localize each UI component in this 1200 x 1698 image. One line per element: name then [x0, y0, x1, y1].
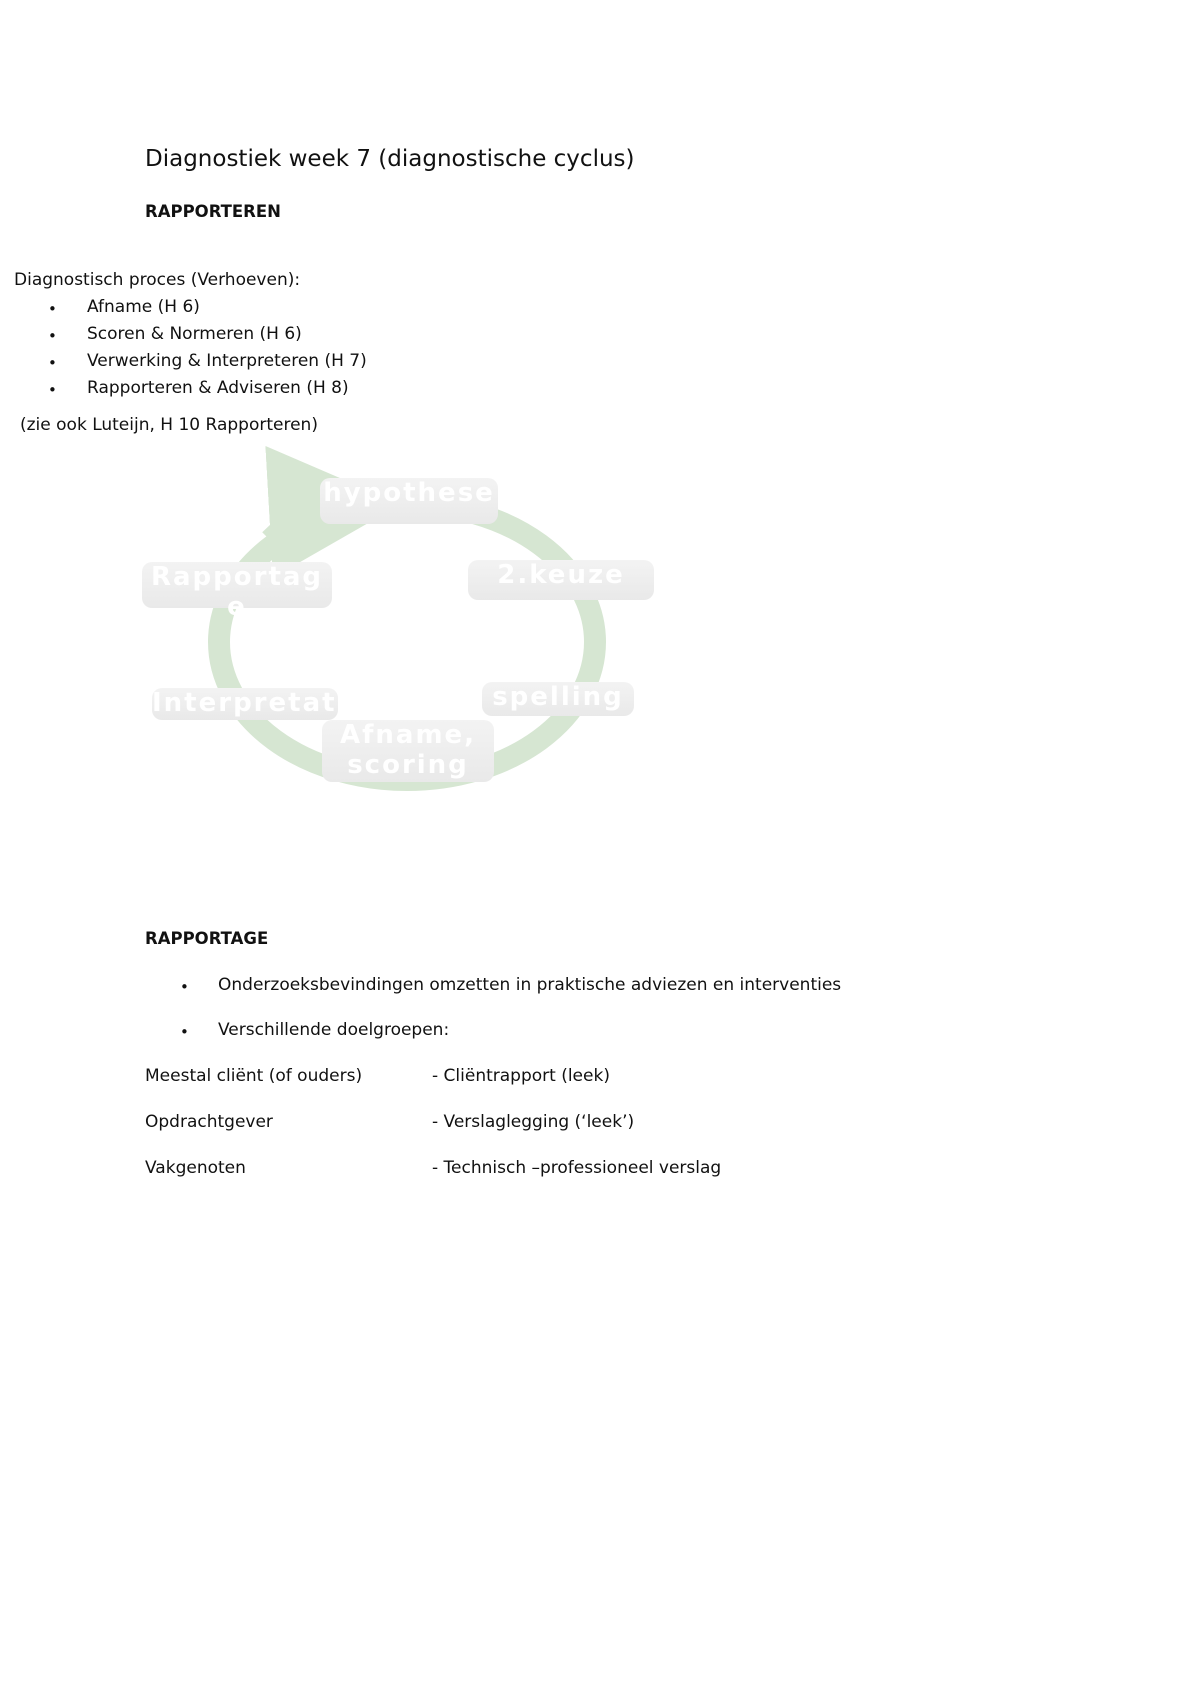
list-item: Verwerking & Interpreteren (H 7) [87, 351, 367, 371]
process-intro: Diagnostisch proces (Verhoeven): [14, 270, 301, 290]
audience-report-type: - Verslaglegging (‘leek’) [432, 1112, 635, 1132]
list-item: Verschillende doelgroepen: [218, 1020, 450, 1040]
cycle-node-afname-scoring: Afname, scoring [322, 720, 494, 782]
cycle-node-hypothese: hypothese [320, 478, 498, 524]
bullet-icon: • [48, 354, 57, 372]
cycle-node-keuze: 2.keuze [468, 560, 654, 600]
bullet-icon: • [180, 978, 189, 996]
audience-who: Meestal cliënt (of ouders) [145, 1066, 363, 1086]
section-heading-rapporteren: RAPPORTEREN [145, 202, 281, 221]
bullet-icon: • [48, 327, 57, 345]
audience-report-type: - Technisch –professioneel verslag [432, 1158, 722, 1178]
bullet-icon: • [180, 1023, 189, 1041]
audience-who: Vakgenoten [145, 1158, 246, 1178]
page-title: Diagnostiek week 7 (diagnostische cyclus) [145, 146, 635, 172]
bullet-icon: • [48, 381, 57, 399]
cycle-node-spelling: spelling [482, 682, 634, 716]
audience-who: Opdrachtgever [145, 1112, 273, 1132]
diagnostic-cycle-diagram [120, 480, 680, 820]
section-heading-rapportage: RAPPORTAGE [145, 929, 269, 948]
bullet-icon: • [48, 300, 57, 318]
list-item: Onderzoeksbevindingen omzetten in praktische adviezen en interventies [218, 975, 842, 995]
audience-report-type: - Cliëntrapport (leek) [432, 1066, 610, 1086]
list-item: Afname (H 6) [87, 297, 200, 317]
reference-note: (zie ook Luteijn, H 10 Rapporteren) [20, 415, 318, 435]
cycle-node-interpretatie: Interpretatie [152, 688, 368, 718]
list-item: Rapporteren & Adviseren (H 8) [87, 378, 349, 398]
list-item: Scoren & Normeren (H 6) [87, 324, 302, 344]
cycle-node-rapportage: Rapportag e [142, 562, 332, 608]
